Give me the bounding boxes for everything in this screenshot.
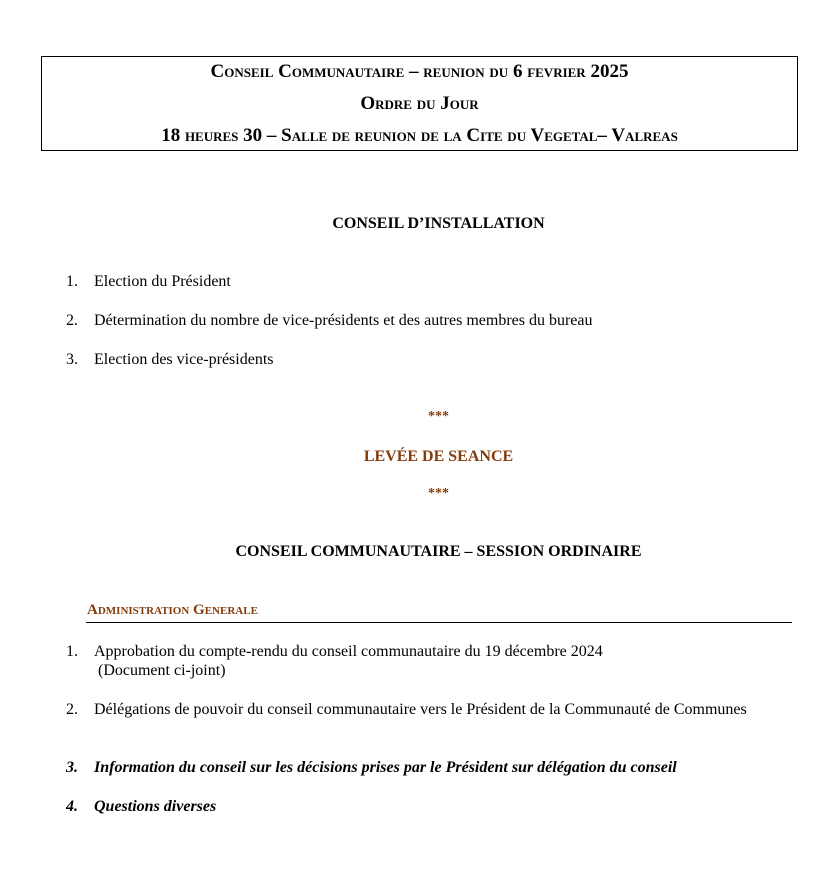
- item-text: Détermination du nombre de vice-présidents et des autres membres du bureau: [94, 312, 593, 329]
- header-box: [41, 56, 798, 151]
- item-text: Election du Président: [94, 273, 231, 290]
- levee-de-seance: LEVÉE DE SEANCE: [363, 448, 514, 465]
- item-number: 2.: [66, 701, 78, 718]
- item-text: Information du conseil sur les décisions prises par le Président sur délégation du conseil: [94, 759, 677, 776]
- installation-title: CONSEIL D’INSTALLATION: [332, 215, 545, 232]
- header-subtitle: Ordre du Jour: [360, 93, 479, 114]
- item-text: Délégations de pouvoir du conseil communautaire vers le Président de la Communauté de Communes: [94, 701, 747, 718]
- list-item: [66, 312, 593, 330]
- section-divider: [86, 622, 792, 623]
- item-number: 3.: [66, 351, 78, 368]
- header-time-location: 18 heures 30 – Salle de reunion de la Cite du Vegetal– Valreas: [161, 125, 678, 146]
- list-item: [66, 798, 216, 816]
- item-text: Election des vice-présidents: [94, 351, 274, 368]
- list-item: [66, 759, 677, 777]
- item-number: 4.: [66, 798, 78, 815]
- item-text: Questions diverses: [94, 798, 217, 815]
- list-item: [66, 701, 747, 719]
- list-item: [66, 643, 603, 661]
- separator-stars-top: ***: [428, 409, 449, 424]
- separator-stars-bottom: ***: [428, 486, 449, 501]
- item-number: 3.: [66, 759, 78, 776]
- item-text: Approbation du compte-rendu du conseil communautaire du 19 décembre 2024: [94, 643, 603, 660]
- section-heading-administration: Administration Generale: [87, 602, 258, 618]
- item-number: 1.: [66, 273, 78, 290]
- session-title: CONSEIL COMMUNAUTAIRE – SESSION ORDINAIRE: [235, 543, 642, 560]
- header-title: Conseil Communautaire – reunion du 6 fevrier 2025: [210, 61, 629, 82]
- item-subtext: (Document ci-joint): [98, 662, 226, 679]
- item-number: 2.: [66, 312, 78, 329]
- item-number: 1.: [66, 643, 78, 660]
- list-item: [66, 351, 274, 369]
- list-item: [66, 273, 231, 291]
